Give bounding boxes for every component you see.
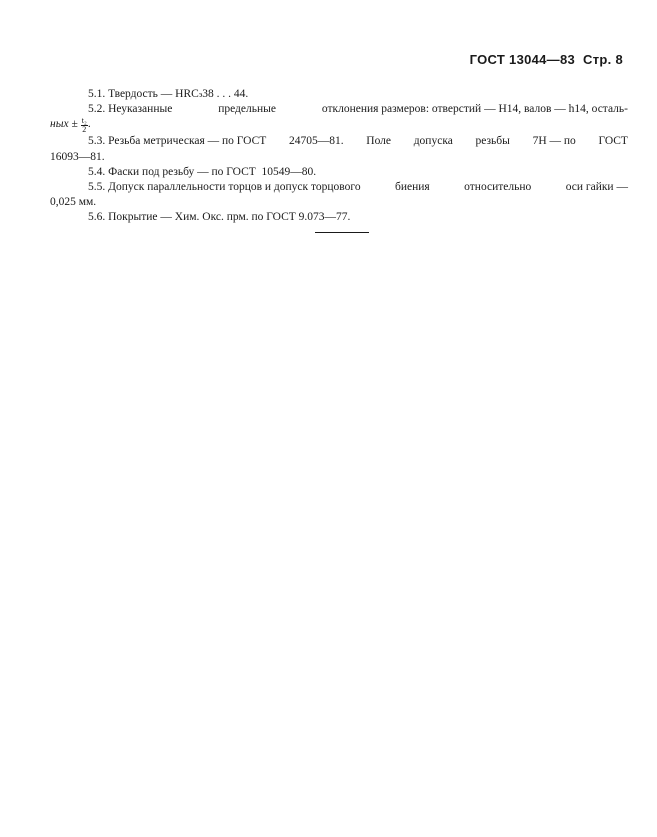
item-5-5-line-2 xyxy=(50,195,628,210)
item-5-6 xyxy=(50,210,628,225)
item-5-3-continuation: 16093—81. xyxy=(50,150,105,163)
document-id: ГОСТ 13044—83 xyxy=(469,52,576,67)
item-5-1-range: 38 . . . 44. xyxy=(202,88,249,100)
page-header xyxy=(470,52,623,67)
item-5-3-word: допуска xyxy=(413,135,453,148)
fraction-denominator: 2 xyxy=(82,125,87,135)
item-5-3-word: 24705—81. xyxy=(288,135,344,148)
item-5-4-text: 5.4. Фаски под резьбу — по ГОСТ 10549—80. xyxy=(88,165,317,178)
item-5-3-word: 7Н — по xyxy=(532,135,576,148)
item-5-3-line-2 xyxy=(50,150,628,165)
item-5-5-line-1 xyxy=(50,180,628,195)
item-5-3-line-1 xyxy=(50,134,628,149)
end-rule xyxy=(315,232,369,233)
item-5-2-word: предельные xyxy=(218,103,276,116)
item-5-2-word: 5.2. Неуказанные xyxy=(88,103,173,116)
item-5-1-subscript: э xyxy=(198,90,203,99)
item-5-3-word: Поле xyxy=(366,135,392,148)
item-5-5-word: биения xyxy=(395,181,430,194)
item-5-6-text: 5.6. Покрытие — Хим. Окс. прм. по ГОСТ 9.073—77. xyxy=(88,211,351,224)
item-5-4 xyxy=(50,165,628,180)
page-number: Стр. 8 xyxy=(583,52,623,67)
item-5-5-word: относительно xyxy=(464,181,532,194)
item-5-2-period: . xyxy=(87,118,91,131)
document-body xyxy=(50,87,628,226)
tolerance-fraction xyxy=(81,117,88,134)
item-5-5-continuation: 0,025 мм. xyxy=(50,196,97,209)
item-5-3-word: 5.3. Резьба метрическая — по ГОСТ xyxy=(88,135,267,148)
fraction-numerator: t₂ xyxy=(81,116,87,126)
item-5-5-word: 5.5. Допуск параллельности торцов и допуск торцового xyxy=(88,181,361,194)
item-5-2-word: отклонения размеров: отверстий — Н14, валов — h14, осталь- xyxy=(321,103,628,116)
item-5-1-text: 5.1. Твердость — HRC xyxy=(88,88,199,100)
item-5-1 xyxy=(50,87,628,102)
item-5-2-line-2 xyxy=(50,117,628,134)
item-5-5-word: оси гайки — xyxy=(565,181,628,194)
item-5-2-line-1 xyxy=(50,102,628,117)
item-5-3-word: ГОСТ xyxy=(598,135,628,148)
item-5-3-word: резьбы xyxy=(475,135,510,148)
item-5-2-prefix: ных ± xyxy=(50,118,78,131)
